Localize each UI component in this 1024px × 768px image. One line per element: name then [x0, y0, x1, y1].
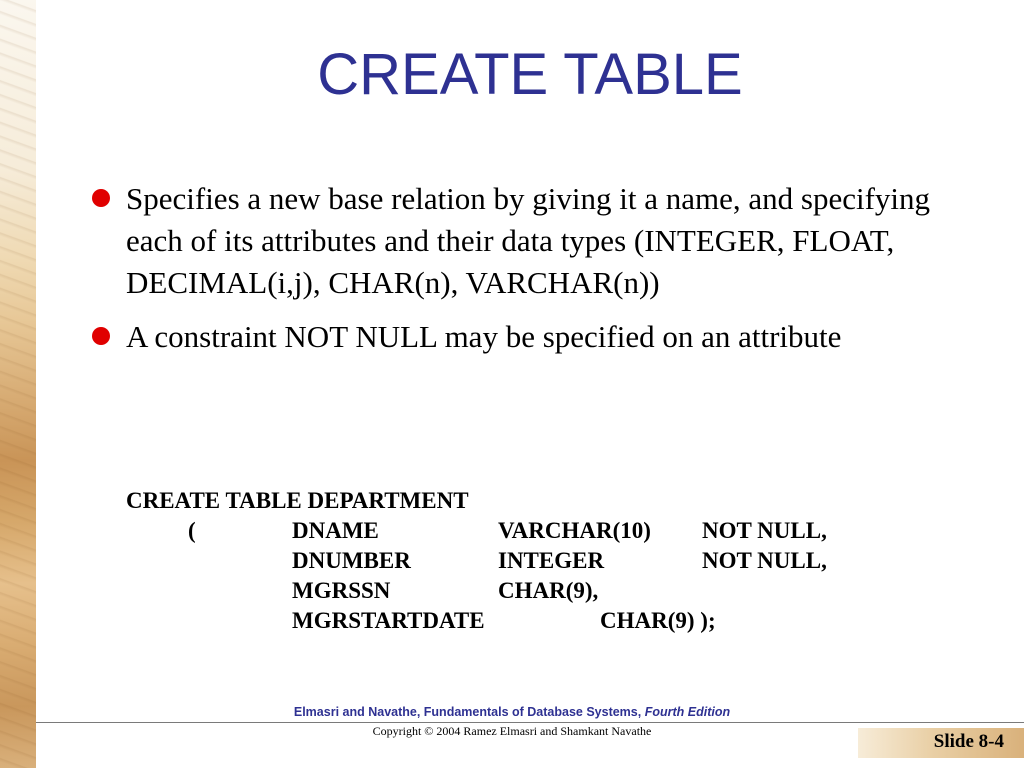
footer-copyright: Copyright © 2004 Ramez Elmasri and Shamkant Navathe — [372, 724, 652, 738]
bullet-dot-icon — [92, 327, 110, 345]
bullet-text: A constraint NOT NULL may be specified on an attribute — [126, 319, 842, 354]
column-name: MGRSSN — [292, 578, 391, 603]
code-open-paren: ( — [188, 518, 196, 543]
bullet-dot-icon — [92, 189, 110, 207]
column-name: DNUMBER — [292, 548, 411, 573]
footer-book-text: Elmasri and Navathe, Fundamentals of Database Systems, — [293, 705, 642, 719]
bullet-item — [92, 316, 932, 358]
column-type: VARCHAR(10) — [498, 518, 651, 543]
slide-number-tag — [858, 728, 1024, 758]
column-type: INTEGER — [498, 548, 605, 573]
slide-number: Slide 8-4 — [933, 731, 1004, 752]
bullet-item — [92, 178, 932, 304]
decorative-sand-strip — [0, 0, 36, 768]
slide-title: CREATE TABLE — [317, 42, 743, 107]
column-type: CHAR(9), — [498, 578, 599, 603]
column-name: MGRSTARTDATE — [292, 608, 485, 633]
column-name: DNAME — [292, 518, 379, 543]
bullet-list — [92, 178, 932, 370]
bullet-text: Specifies a new base relation by giving it a name, and specifying each of its attributes and their data types (INTEGER, FLOAT, DECIMAL(i,j), CHAR(n), VARCHAR(n)) — [126, 181, 931, 300]
column-constraint: NOT NULL, — [702, 518, 827, 543]
footer-edition: Fourth Edition — [644, 705, 731, 719]
column-constraint: NOT NULL, — [702, 548, 827, 573]
code-header: CREATE TABLE DEPARTMENT — [126, 488, 469, 513]
footer-book-title — [0, 705, 1024, 719]
footer-divider — [36, 722, 1024, 723]
column-type: CHAR(9) ); — [600, 608, 716, 633]
